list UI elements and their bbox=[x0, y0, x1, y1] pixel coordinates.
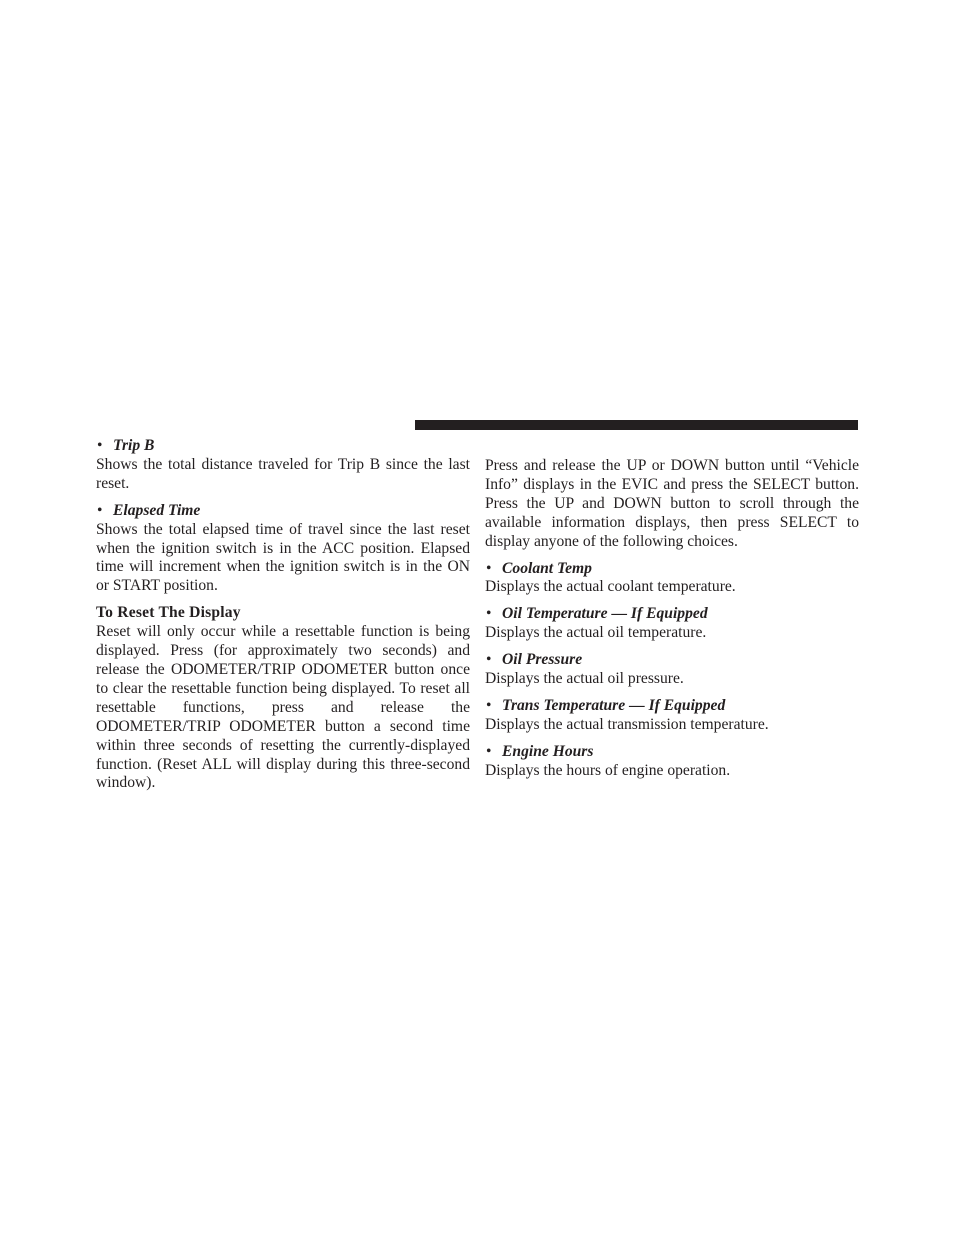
left-column bbox=[96, 437, 470, 801]
right-column bbox=[485, 457, 859, 789]
elapsed-time-heading: • Elapsed Time bbox=[96, 502, 470, 521]
list-item bbox=[485, 605, 859, 643]
reset-display-section bbox=[96, 604, 470, 793]
trans-temperature-heading: • Trans Temperature — If Equipped bbox=[485, 697, 859, 716]
reset-display-heading: To Reset The Display bbox=[96, 604, 241, 622]
coolant-temp-text: Displays the actual coolant temperature. bbox=[485, 578, 736, 596]
elapsed-time-text: Shows the total elapsed time of travel since the last reset when the ignition switch is in the ACC position. Elapsed time will increment when the ignition switch is in the ON or START position. bbox=[96, 520, 470, 595]
oil-pressure-text: Displays the actual oil pressure. bbox=[485, 670, 684, 688]
reset-display-text: Reset will only occur while a resettable function is being displayed. Press (for approximately two seconds) and release the ODOMETER/TRIP ODOMETER button once to clear the resettable function being displayed. To reset all resettable functions, press and release the ODOMETER/TRIP ODOMETER button a second time within three seconds of resetting the currently-displayed function. (Reset ALL will display during this three-second window). bbox=[96, 623, 470, 792]
oil-pressure-heading: • Oil Pressure bbox=[485, 651, 859, 670]
trip-b-section bbox=[96, 437, 470, 494]
engine-hours-heading: • Engine Hours bbox=[485, 743, 859, 762]
list-item bbox=[485, 560, 859, 598]
engine-hours-text: Displays the hours of engine operation. bbox=[485, 761, 731, 779]
list-item bbox=[485, 697, 859, 735]
trip-b-text: Shows the total distance traveled for Trip B since the last reset. bbox=[96, 455, 470, 492]
elapsed-time-section bbox=[96, 502, 470, 597]
oil-temperature-heading: • Oil Temperature — If Equipped bbox=[485, 605, 859, 624]
coolant-temp-heading: • Coolant Temp bbox=[485, 560, 859, 579]
trip-b-heading: • Trip B bbox=[96, 437, 470, 456]
oil-temperature-text: Displays the actual oil temperature. bbox=[485, 624, 707, 642]
vehicle-info-intro: Press and release the UP or DOWN button until “Vehicle Info” displays in the EVIC and press the SELECT button. Press the UP and DOWN button to scroll through the available information displays, then press SELECT to display anyone of the following choices. bbox=[485, 457, 859, 550]
section-header-bar bbox=[415, 420, 858, 430]
list-item bbox=[485, 651, 859, 689]
list-item bbox=[485, 743, 859, 781]
trans-temperature-text: Displays the actual transmission temperature. bbox=[485, 715, 769, 733]
vehicle-info-intro-section bbox=[485, 457, 859, 552]
